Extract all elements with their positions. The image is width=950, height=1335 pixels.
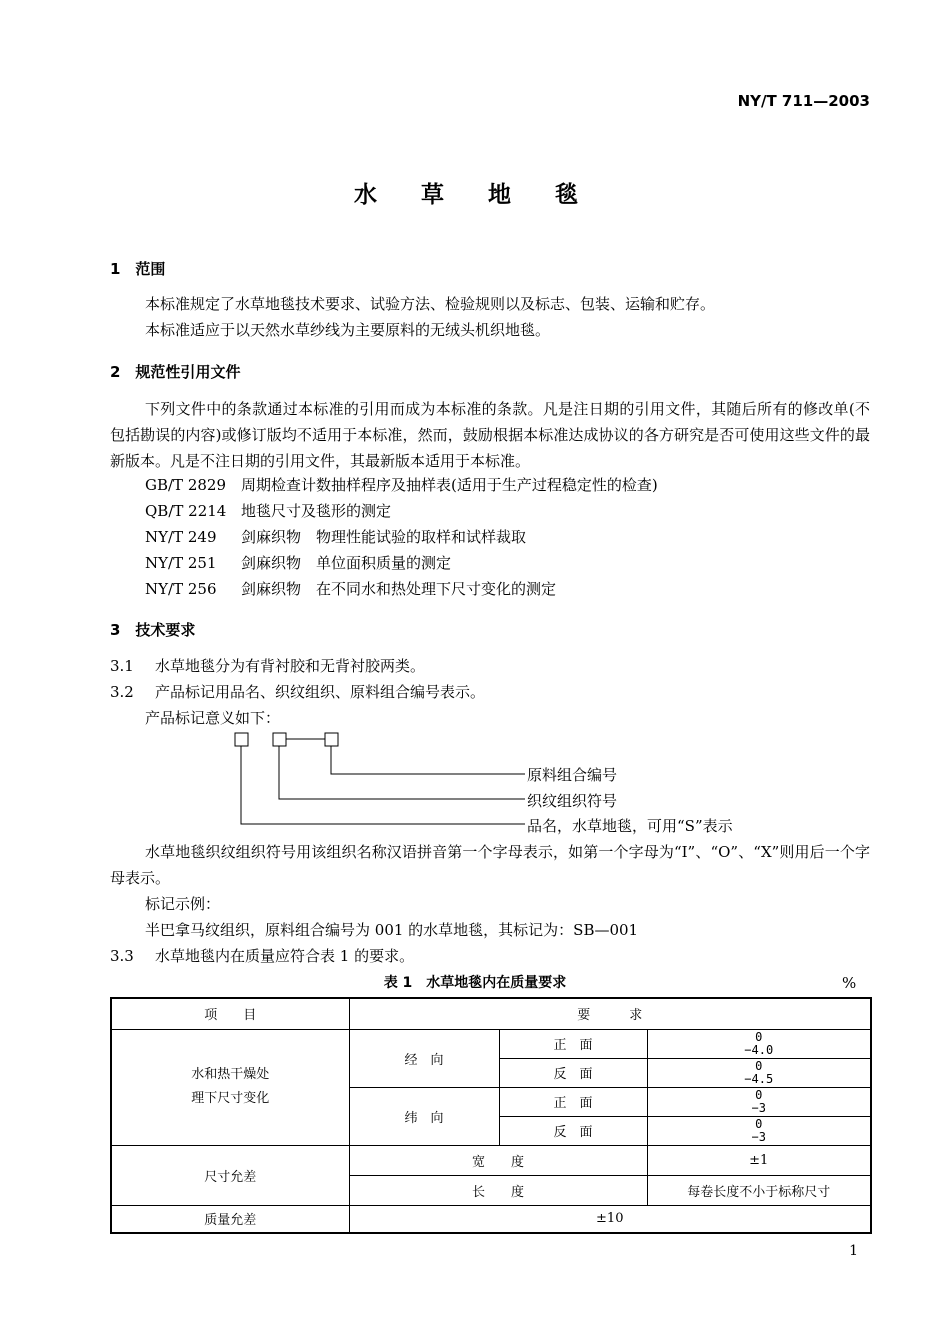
reference-item — [145, 576, 556, 602]
example-label: 标记示例： — [145, 895, 221, 913]
clause-3-1 — [110, 653, 425, 679]
mass-tolerance-label: 质量允差 — [111, 1205, 349, 1233]
reference-item — [145, 498, 391, 524]
header-item: 项 目 — [111, 998, 349, 1029]
table-unit: % — [842, 974, 857, 992]
warp-back-face: 反 面 — [499, 1058, 647, 1087]
section-2-heading: 2 规范性引用文件 — [110, 363, 241, 381]
warp-front-upper: 0 — [755, 1029, 763, 1044]
clause-text: 水草地毯分为有背衬胶和无背衬胶两类。 — [155, 657, 426, 675]
standard-number: NY/T 711—2003 — [737, 92, 870, 110]
weft-back-face: 反 面 — [499, 1116, 647, 1145]
diagram-label-material: 原料组合编号 — [527, 766, 618, 784]
shrinkage-label-line-2: 理下尺寸变化 — [191, 1091, 270, 1106]
section-3-heading: 3 技术要求 — [110, 621, 196, 639]
reference-title: 剑麻织物 在不同水和热处理下尺寸变化的测定 — [241, 580, 557, 598]
weft-front-upper: 0 — [755, 1087, 763, 1102]
reference-code: NY/T 249 — [145, 528, 217, 546]
weft-direction: 纬 向 — [349, 1087, 499, 1145]
product-mark-diagram — [230, 730, 530, 830]
table-caption: 表 1 水草地毯内在质量要求 — [383, 975, 567, 991]
clause-text: 水草地毯内在质量应符合表 1 的要求。 — [155, 947, 415, 965]
warp-back-lower: −4.5 — [744, 1071, 774, 1086]
leader-line-material — [331, 746, 525, 774]
document-title: 水 草 地 毯 — [353, 182, 597, 208]
leader-line-product — [241, 746, 525, 824]
reference-title: 剑麻织物 物理性能试验的取样和试样裁取 — [241, 528, 527, 546]
width-value: ±1 — [647, 1145, 871, 1175]
section-2-intro: 下列文件中的条款通过本标准的引用而成为本标准的条款。凡是注日期的引用文件，其随后所有的修改单(不包括勘误的内容)或修订版均不适用于本标准，然而，鼓励根据本标准达成协议的各方研究是否可使用这些文件的最新版本。凡是不注日期的引用文件，其最新版本适用于本标准。 — [110, 400, 870, 470]
weft-back-lower: −3 — [751, 1129, 766, 1144]
shrinkage-label — [111, 1029, 349, 1145]
warp-direction: 经 向 — [349, 1029, 499, 1087]
width-label: 宽 度 — [349, 1145, 647, 1175]
reference-title: 剑麻织物 单位面积质量的测定 — [241, 554, 452, 572]
clause-number: 3.3 — [110, 947, 134, 965]
clause-3-3 — [110, 943, 414, 969]
clause-number: 3.2 — [110, 683, 134, 701]
clause-3-2 — [110, 679, 485, 705]
length-value: 每卷长度不小于标称尺寸 — [647, 1175, 871, 1205]
size-tolerance-label: 尺寸允差 — [111, 1145, 349, 1205]
weave-note: 水草地毯织纹组织符号用该组织名称汉语拼音第一个字母表示，如第一个字母为“I”、“O”、“X”则用后一个字母表示。 — [110, 843, 870, 887]
warp-front-face: 正 面 — [499, 1029, 647, 1058]
mark-intro: 产品标记意义如下： — [145, 709, 281, 727]
reference-code: NY/T 251 — [145, 554, 217, 572]
warp-front-lower: −4.0 — [744, 1042, 774, 1057]
reference-item — [145, 524, 526, 550]
weft-back-value — [647, 1116, 871, 1145]
section-1-heading: 1 范围 — [110, 260, 166, 278]
warp-back-value — [647, 1058, 871, 1087]
reference-code: GB/T 2829 — [145, 476, 227, 494]
reference-title: 地毯尺寸及毯形的测定 — [241, 502, 392, 520]
reference-title: 周期检查计数抽样程序及抽样表(适用于生产过程稳定性的检查) — [241, 476, 658, 494]
diagram-label-weave: 织纹组织符号 — [527, 792, 618, 810]
clause-text: 产品标记用品名、织纹组织、原料组合编号表示。 — [155, 683, 486, 701]
reference-item — [145, 550, 451, 576]
mark-box-weave — [273, 733, 286, 746]
page-number: 1 — [849, 1243, 858, 1259]
clause-number: 3.1 — [110, 657, 134, 675]
weft-back-upper: 0 — [755, 1116, 763, 1131]
header-requirement: 要 求 — [349, 998, 871, 1029]
section-1-para-2: 本标准适应于以天然水草纱线为主要原料的无绒头机织地毯。 — [145, 321, 551, 339]
weft-front-face: 正 面 — [499, 1087, 647, 1116]
leader-line-weave — [279, 746, 525, 799]
mass-tolerance-value: ±10 — [349, 1205, 871, 1233]
mark-box-material — [325, 733, 338, 746]
section-1-para-1: 本标准规定了水草地毯技术要求、试验方法、检验规则以及标志、包装、运输和贮存。 — [145, 295, 716, 313]
mark-box-product — [235, 733, 248, 746]
weft-front-value — [647, 1087, 871, 1116]
warp-back-upper: 0 — [755, 1058, 763, 1073]
reference-code: QB/T 2214 — [145, 502, 227, 520]
warp-front-value — [647, 1029, 871, 1058]
quality-requirements-table — [110, 997, 872, 1234]
example-text: 半巴拿马纹组织，原料组合编号为 001 的水草地毯，其标记为：SB—001 — [145, 921, 639, 939]
shrinkage-label-line-1: 水和热干燥处 — [191, 1067, 270, 1082]
weft-front-lower: −3 — [751, 1100, 766, 1115]
length-label: 长 度 — [349, 1175, 647, 1205]
reference-code: NY/T 256 — [145, 580, 217, 598]
reference-item — [145, 472, 658, 498]
diagram-label-product: 品名，水草地毯，可用“S”表示 — [527, 817, 733, 835]
